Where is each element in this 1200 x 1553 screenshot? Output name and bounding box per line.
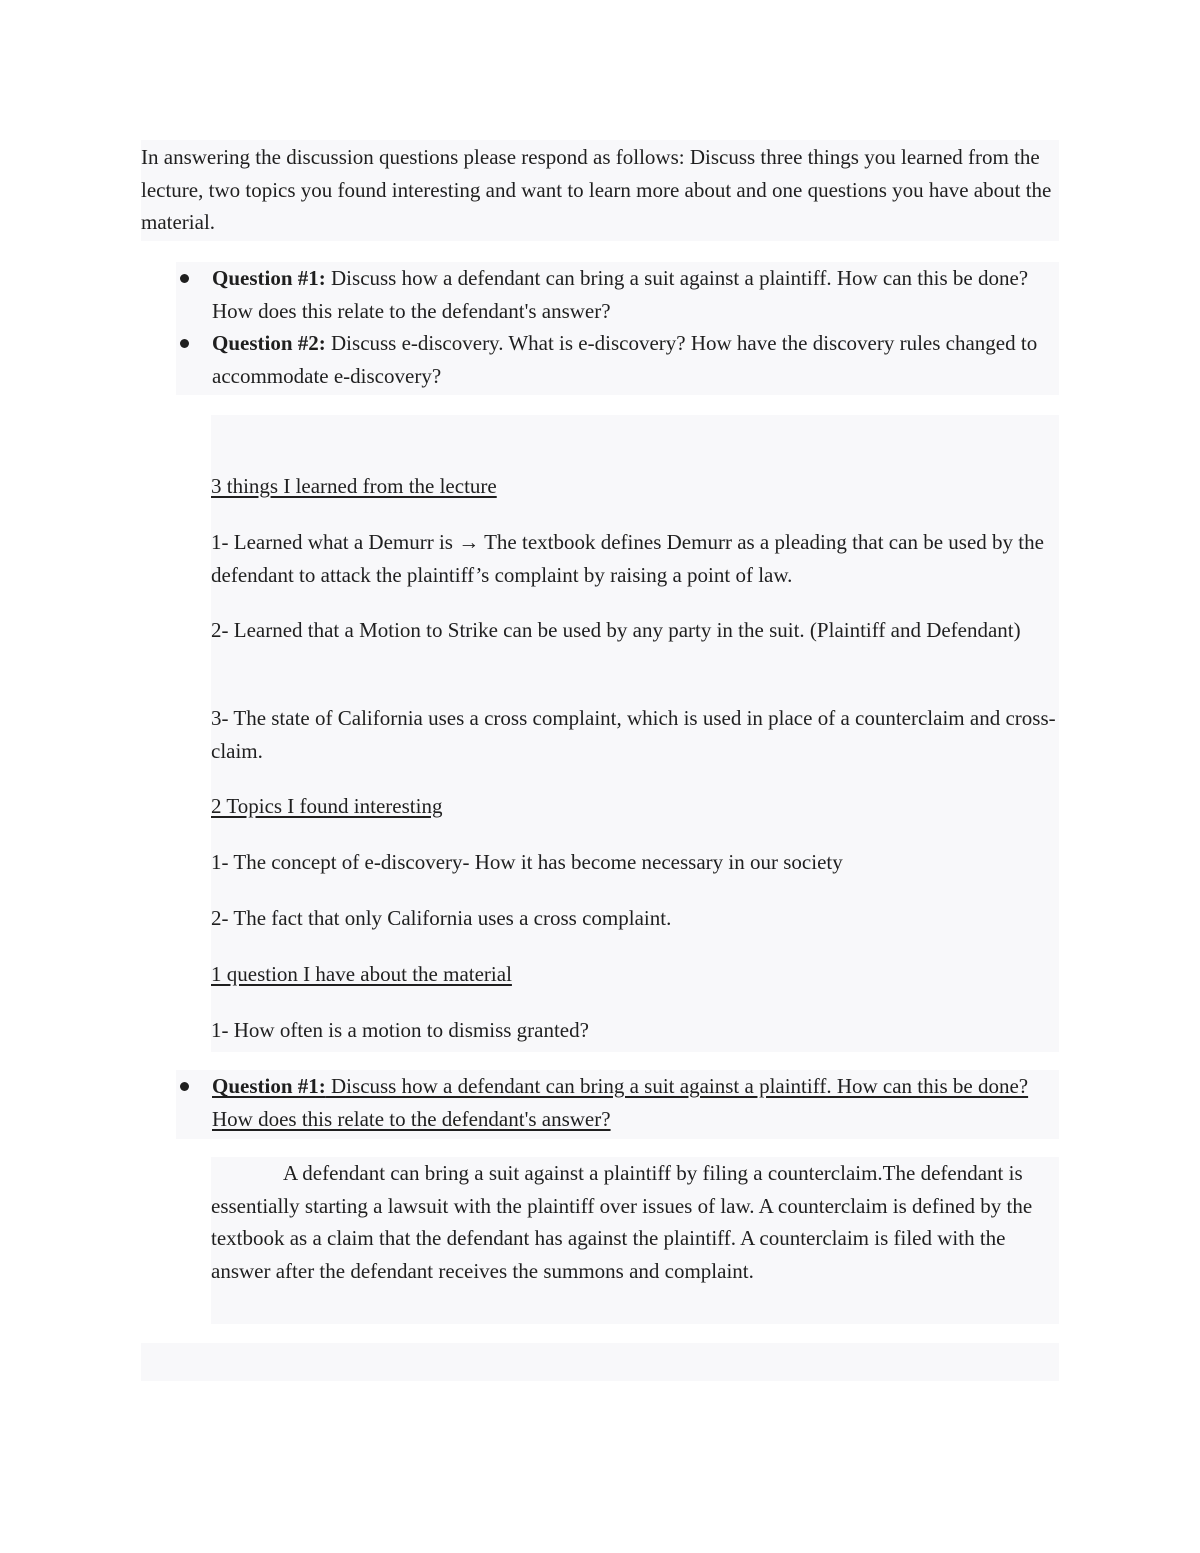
question-list [176,262,1059,395]
essay-text: A defendant can bring a suit against a plaintiff by filing a counterclaim.The defendant is essentially starting a lawsuit with the plaintiff over issues of law. A counterclaim is defined by the textbook as a claim that the defendant has against the plaintiff. A counterclaim is filed with the answer after the defendant receives the summons and complaint. [211,1161,1033,1283]
essay-block [211,1157,1059,1324]
question-heading: 1 question I have about the material [211,962,512,986]
instructions-block [141,140,1059,241]
question-item-2 [176,327,1059,392]
learned-item-1: 1- Learned what a Demurr is → The textbook defines Demurr as a pleading that can be used by the defendant to attack the plaintiff’s complaint by raising a point of law. [211,530,1044,587]
learned-item-3: 3- The state of California uses a cross complaint, which is used in place of a counterclaim and cross-claim. [211,706,1056,763]
bullet-icon [180,274,189,283]
bullet-icon [180,1082,189,1091]
bullet-icon [180,339,189,348]
response-block [211,415,1059,1052]
instructions-text: In answering the discussion questions please respond as follows: Discuss three things you learned from the lecture, two topics you found interesting and want to learn more about and one questions you have about the material. [141,145,1052,234]
question-label: Question #1: [212,1074,326,1098]
question-list-repeat [176,1070,1059,1139]
interesting-heading: 2 Topics I found interesting [211,794,443,818]
interesting-item-1: 1- The concept of e-discovery- How it has become necessary in our society [211,850,843,874]
question-item-1-repeat [176,1070,1059,1135]
question-item: 1- How often is a motion to dismiss granted? [211,1018,589,1042]
interesting-item-2: 2- The fact that only California uses a cross complaint. [211,906,672,930]
question-label: Question #1: [212,266,326,290]
question-item-1 [176,262,1059,327]
question-text: Discuss e-discovery. What is e-discovery? How have the discovery rules changed to accommodate e-discovery? [212,331,1038,388]
learned-item-2: 2- Learned that a Motion to Strike can be used by any party in the suit. (Plaintiff and Defendant) [211,618,1021,642]
question-text: Discuss how a defendant can bring a suit against a plaintiff. How can this be done? How does this relate to the defendant's answer? [212,266,1029,323]
question-text: Discuss how a defendant can bring a suit against a plaintiff. How can this be done? How does this relate to the defendant's answer? [212,1074,1029,1131]
empty-block [141,1343,1059,1381]
learned-heading: 3 things I learned from the lecture [211,474,497,498]
question-label: Question #2: [212,331,326,355]
